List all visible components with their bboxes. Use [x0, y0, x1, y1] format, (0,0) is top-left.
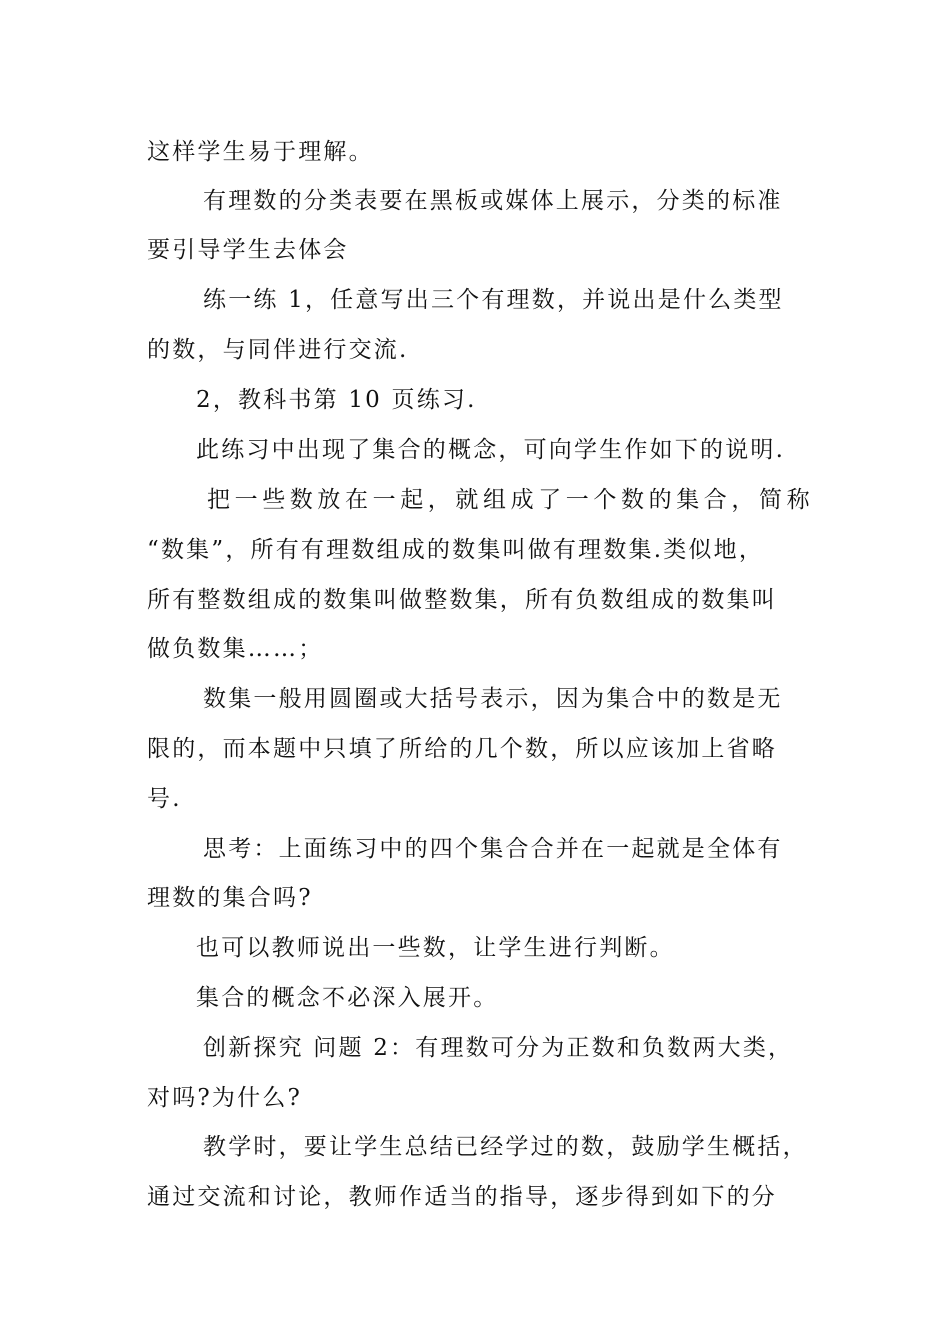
text-line: 2，教科书第 10 页练习. — [196, 387, 477, 413]
text-line: 创新探究 问题 2：有理数可分为正数和负数两大类， — [203, 1035, 794, 1061]
text-line: 此练习中出现了集合的概念，可向学生作如下的说明. — [196, 437, 786, 463]
text-line: 思考：上面练习中的四个集合合并在一起就是全体有 — [203, 836, 783, 862]
text-line: 对吗?为什么? — [147, 1085, 303, 1111]
text-line: 有理数的分类表要在黑板或媒体上展示，分类的标准 — [203, 188, 783, 214]
text-line: 的数，与同伴进行交流. — [147, 337, 409, 363]
text-line: 练一练 1，任意写出三个有理数，并说出是什么类型 — [203, 287, 784, 313]
text-line: 集合的概念不必深入展开。 — [196, 985, 499, 1011]
text-line: 这样学生易于理解。 — [147, 139, 374, 165]
text-line: 号. — [147, 786, 182, 812]
text-line: 理数的集合吗? — [147, 885, 313, 911]
text-line: 把一些数放在一起，就组成了一个数的集合，简称 — [207, 487, 815, 513]
text-line: 通过交流和讨论，教师作适当的指导，逐步得到如下的分 — [147, 1184, 777, 1210]
text-line: 所有整数组成的数集叫做整数集，所有负数组成的数集叫 — [147, 587, 777, 613]
text-line: 限的，而本题中只填了所给的几个数，所以应该加上省略 — [147, 736, 777, 762]
text-line: 教学时，要让学生总结已经学过的数，鼓励学生概括， — [203, 1134, 808, 1160]
text-line: “数集”，所有有理数组成的数集叫做有理数集.类似地， — [147, 537, 765, 563]
text-line: 要引导学生去体会 — [147, 237, 349, 263]
text-line: 也可以教师说出一些数，让学生进行判断。 — [196, 935, 675, 961]
text-line: 数集一般用圆圈或大括号表示，因为集合中的数是无 — [203, 686, 783, 712]
text-line: 做负数集……； — [147, 636, 324, 662]
